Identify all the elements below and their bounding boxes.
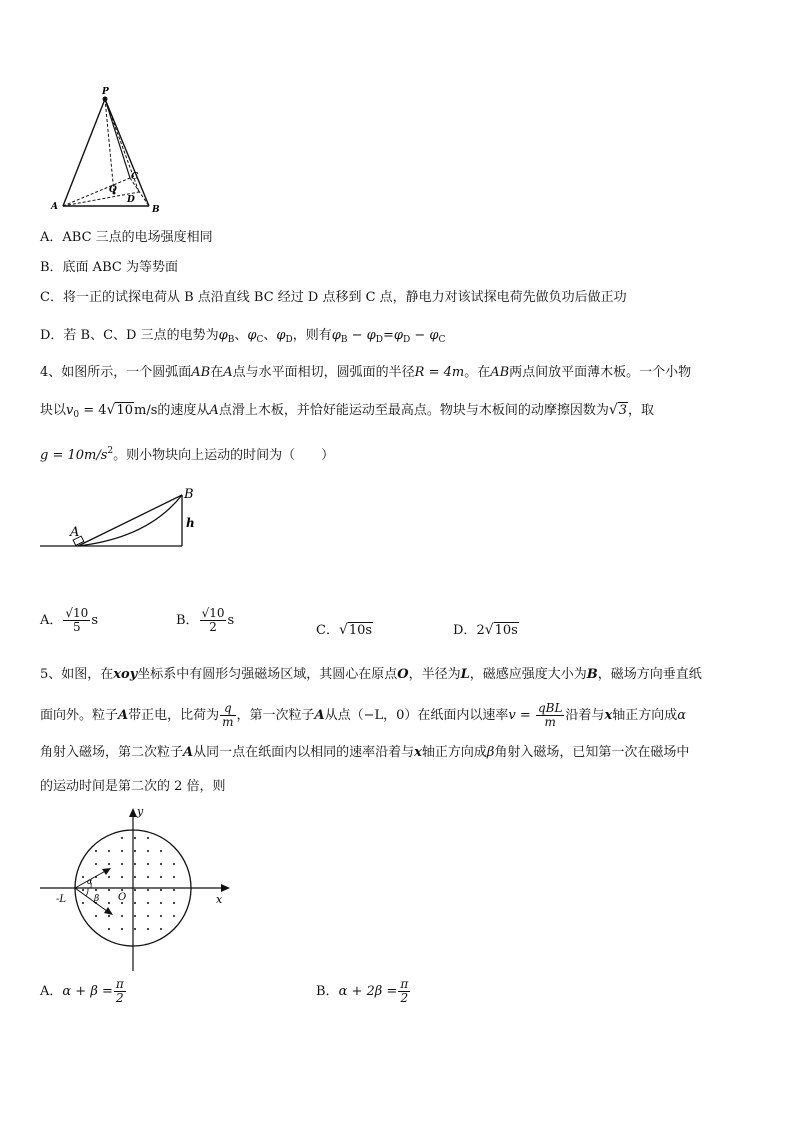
q5-particle-a: A (118, 708, 129, 723)
q4-line-1 (40, 364, 691, 382)
q3-option-c: C．将一正的试探电荷从 B 点沿直线 BC 经过 D 点移到 C 点，静电力对该试探电荷先做负功后做正功 (40, 290, 627, 305)
field-dot (108, 876, 110, 878)
q4-option-c-label: C． (316, 623, 339, 638)
q5-text-2f: 轴正方向成 (612, 708, 678, 723)
field-dot (134, 915, 136, 917)
q4-v0-radicand: 10 (116, 403, 134, 418)
q5-text-2a: 面向外。粒子 (40, 708, 119, 723)
q5-option-a-expr: α + β = (62, 984, 113, 999)
q4-ab-2: AB (490, 365, 510, 380)
q5-text-2e: 沿着与 (565, 708, 605, 723)
q4-text-1d: 。在 (464, 365, 491, 380)
field-dot (160, 915, 162, 917)
q4-option-b-unit: s (227, 613, 235, 628)
field-dot (147, 928, 149, 930)
q5-option-a-pi: π (115, 977, 124, 991)
q4-text-2d: ，取 (628, 403, 655, 418)
field-dot (147, 837, 149, 839)
field-dot (134, 889, 136, 891)
field-dot (108, 902, 110, 904)
field-dot (134, 876, 136, 878)
q5-option-b-two: 2 (400, 991, 409, 1005)
q5-text-1d: ，磁感应强度大小为 (469, 667, 587, 682)
field-dot (95, 863, 97, 865)
q4-radius: R = 4m (414, 365, 465, 380)
label-D: D (127, 195, 135, 205)
axis-label-x: x (216, 893, 223, 906)
q4-line-2: 块以$v_0 = 4√10m/s$的速度从A点滑上木板，并恰好能运动至最高点。物块与木板间的动摩擦因数为√3，取 (40, 402, 655, 420)
q5-line-3: 角射入磁场，第二次粒子A从同一点在纸面内以相同的速率沿着与x轴正方向成β角射入磁场，已知第一次在磁场中 (40, 745, 690, 760)
q4-ab: AB (191, 365, 211, 380)
field-dot (95, 889, 97, 891)
q4-text-1c: 点与水平面相切，圆弧面的半径 (232, 365, 415, 380)
q4-option-d-label: D． (453, 623, 477, 638)
q4-text-2c: 点滑上木板，并恰好能运动至最高点。物块与木板间的动摩擦因数为 (218, 403, 609, 418)
q5-line-4: 的运动时间是第二次的 2 倍，则 (40, 779, 226, 794)
q5-line-1 (40, 666, 702, 684)
q4-option-b-label: B． (176, 613, 199, 628)
q5-x: x (604, 708, 613, 723)
q4-option-a (40, 607, 98, 634)
q5-text-3c: 轴正方向成 (421, 745, 487, 760)
field-dot (160, 902, 162, 904)
origin-label: O (118, 892, 127, 903)
field-dot (108, 915, 110, 917)
field-dot (95, 850, 97, 852)
field-dot (173, 915, 175, 917)
label-O: O (109, 185, 117, 195)
field-dot (121, 915, 123, 917)
field-dot (108, 863, 110, 865)
q5-l: L (460, 667, 470, 682)
q5-o: O (397, 667, 409, 682)
q5-option-b-expr: α + 2β = (338, 984, 398, 999)
q5-text-2d: 从点（−L，0）在纸面内以速率 (324, 708, 509, 723)
field-dot (160, 928, 162, 930)
beta-label: β (94, 894, 100, 904)
field-dot (147, 915, 149, 917)
q4-option-c: C．√10s (316, 622, 373, 638)
q4-line-3: $g = 10m/s^2$。则小物块向上运动的时间为（ ） (40, 446, 335, 463)
field-dot (121, 889, 123, 891)
q5-text-3d: 角射入磁场，已知第一次在磁场中 (494, 745, 690, 760)
field-dot (134, 850, 136, 852)
q4-option-b (176, 607, 234, 634)
q5-option-a-label: A． (40, 984, 63, 999)
q4-option-a-den: 5 (73, 620, 81, 634)
field-dot (121, 850, 123, 852)
q5-x-2: x (414, 745, 422, 760)
field-dot (160, 889, 162, 891)
field-dot (147, 863, 149, 865)
q5-option-b-label: B． (316, 984, 339, 999)
field-dot (160, 863, 162, 865)
q5-text-1a: 5、如图，在 (40, 667, 114, 682)
q5-text-2c: ，第一次粒子 (236, 708, 315, 723)
field-dot (173, 863, 175, 865)
magnetic-field-figure (38, 803, 238, 973)
field-dot (95, 915, 97, 917)
q5-text-1e: ，磁场方向垂直纸 (597, 667, 702, 682)
q3-option-d-mid: ，则有 (292, 328, 332, 343)
field-dot (147, 876, 149, 878)
q3-option-a: A．ABC 三点的电场强度相同 (40, 230, 213, 245)
field-dot (82, 876, 84, 878)
q4-v0-unit: m/s (134, 403, 158, 418)
q3-option-b: B．底面 ABC 为等势面 (40, 260, 178, 275)
field-dot (121, 837, 123, 839)
q5-text-2b: 带正电，比荷为 (128, 708, 220, 723)
incline-label-A: A (70, 525, 80, 540)
q4-text-2a: 块以 (40, 403, 67, 418)
q5-text-3b: 从同一点在纸面内以相同的速率沿着与 (193, 745, 415, 760)
q4-a-2: A (209, 403, 219, 418)
field-dot (160, 850, 162, 852)
q5-particle-a-2: A (314, 708, 325, 723)
field-dot (108, 928, 110, 930)
q4-option-c-value: 10s (348, 623, 373, 638)
label-B: B (152, 205, 160, 215)
q5-text-1b: 坐标系中有圆形匀强磁场区域，其圆心在原点 (137, 667, 398, 682)
q3-option-d: D．若 B、C、D 三点的电势为$\varphi_B$、$\varphi_C$、$\varphi_D$，则有$\varphi_B - \varphi_D=\varphi_D - \varphi_C$ (40, 328, 446, 345)
incline-figure (38, 482, 208, 554)
q4-option-a-label: A． (40, 613, 63, 628)
q4-text-1a: 4、如图所示，一个圆弧面 (40, 365, 192, 380)
label-P: P (102, 87, 109, 97)
label-A: A (51, 202, 58, 212)
q4-option-b-den: 2 (209, 620, 217, 634)
neg-l-label: -L (56, 894, 67, 905)
q5-line-2: 面向外。粒子A带正电，比荷为 $\frac{q}{m}$ ，第一次粒子A从点（−L，0）在纸面内以速率v = $\frac{\text{qBL}}{m}$ 沿着与x轴正方向成α (40, 701, 686, 729)
q5-option-a-two: 2 (116, 991, 124, 1005)
q4-text-2b: 的速度从 (157, 403, 210, 418)
q5-option-b (316, 978, 411, 1005)
field-dot (108, 850, 110, 852)
q5-text-3a: 角射入磁场，第二次粒子 (40, 745, 184, 760)
label-C: C (131, 172, 139, 182)
incline-label-B: B (184, 487, 194, 502)
field-dot (173, 889, 175, 891)
field-dot (121, 863, 123, 865)
q5-text-1c: ，半径为 (408, 667, 461, 682)
q5-particle-a-3: A (183, 745, 194, 760)
q4-option-a-unit: s (91, 613, 98, 628)
alpha-label: α (87, 877, 93, 886)
q5-xoy: xoy (113, 667, 138, 682)
field-dot (108, 889, 110, 891)
pyramid-figure (45, 85, 175, 220)
field-dot (82, 902, 84, 904)
field-dot (121, 928, 123, 930)
q4-a: A (223, 365, 233, 380)
q4-v0: = 4 (83, 403, 107, 418)
field-dot (160, 876, 162, 878)
field-dot (134, 863, 136, 865)
q3-option-d-prefix: D．若 B、C、D 三点的电势为 (40, 328, 219, 343)
field-dot (134, 837, 136, 839)
incline-label-h: h (186, 516, 195, 530)
field-dot (147, 850, 149, 852)
q5-option-b-pi: π (400, 977, 409, 991)
q4-mu: 3 (618, 403, 628, 418)
q4-option-d-value: 10s (494, 623, 518, 638)
q4-option-a-num: √10 (65, 606, 89, 620)
q4-option-b-num: √10 (201, 606, 225, 620)
q5-b: B (586, 667, 598, 682)
q4-text-1e: 两点间放平面薄木板。一个小物 (509, 365, 692, 380)
q4-g: g = 10m/s (40, 448, 108, 463)
q4-text-1b: 在 (210, 365, 224, 380)
field-dot (173, 876, 175, 878)
field-dot (173, 902, 175, 904)
field-dot (82, 889, 84, 891)
q4-text-3b: 。则小物块向上运动的时间为（ ） (113, 448, 335, 463)
field-dot (134, 902, 136, 904)
q5-option-a (40, 978, 127, 1005)
field-dot (147, 889, 149, 891)
field-dot (121, 876, 123, 878)
q4-option-d: D．2√10s (453, 622, 518, 638)
field-dot (147, 902, 149, 904)
field-dot (134, 928, 136, 930)
axis-label-y: y (137, 805, 144, 818)
